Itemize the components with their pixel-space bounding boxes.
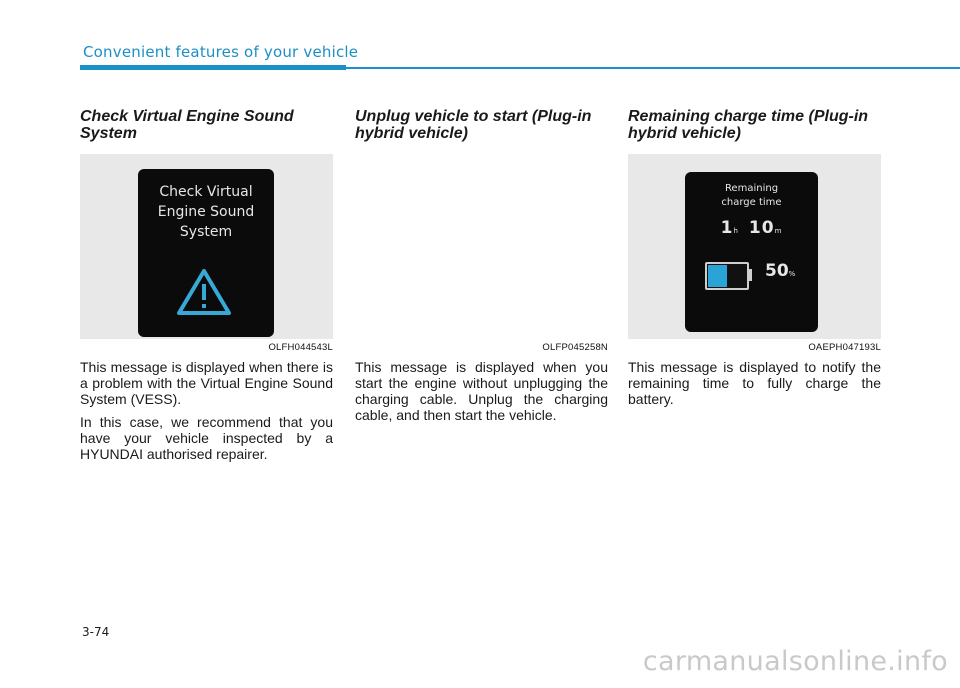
vess-figure: [80, 154, 333, 353]
cluster-screen: [685, 172, 818, 332]
percent-value: 50: [765, 261, 789, 281]
paragraph: This message is displayed when you start the engine without unplugging the charging cable. Unplug the charging cable, and then start the vehicle.: [355, 359, 608, 423]
minutes-unit: m: [774, 227, 783, 235]
header-rule-thin: [346, 67, 960, 69]
header-rule: [80, 65, 346, 70]
watermark: carmanualsonline.info: [642, 646, 948, 677]
column-title: Remaining charge time (Plug-in hybrid vehicle): [628, 108, 869, 142]
column-charge-time: [628, 108, 881, 414]
screen-line: Check Virtual: [159, 184, 253, 200]
hours-unit: h: [733, 227, 739, 235]
battery-tip: [748, 269, 752, 281]
figure-code: OAEPH047193L: [808, 342, 881, 353]
paragraph: In this case, we recommend that you have your vehicle inspected by a HYUNDAI authorised repairer.: [80, 414, 333, 462]
paragraph: This message is displayed to notify the remaining time to fully charge the battery.: [628, 359, 881, 407]
charge-label-line: charge time: [721, 197, 782, 208]
body-text: [80, 359, 333, 462]
charge-label-line: Remaining: [724, 183, 779, 194]
column-title: Check Virtual Engine Sound System: [80, 108, 294, 142]
cluster-screen: [138, 169, 274, 337]
page-number: 3-74: [82, 625, 110, 639]
figure-code: OLFP045258N: [542, 342, 608, 353]
battery-icon: [705, 262, 749, 290]
battery-fill: [708, 265, 727, 287]
charge-figure: [628, 154, 881, 353]
warning-triangle-icon: [176, 267, 232, 317]
percent-unit: %: [788, 270, 796, 278]
paragraph: This message is displayed when there is a problem with the Virtual Engine Sound System (VESS).: [80, 359, 333, 407]
screen-line: Engine Sound: [157, 204, 255, 220]
screen-line: System: [179, 224, 233, 240]
unplug-figure: [355, 154, 608, 353]
charge-time-readout: [685, 218, 818, 238]
column-unplug: [355, 108, 608, 430]
column-title: Unplug vehicle to start (Plug-in hybrid vehicle): [355, 108, 592, 142]
body-text: [355, 359, 608, 423]
figure-code: OLFH044543L: [268, 342, 333, 353]
charge-label: [685, 182, 818, 210]
battery-percent: [765, 261, 795, 281]
hours-value: 1: [720, 218, 734, 238]
body-text: [628, 359, 881, 407]
minutes-value: 10: [748, 218, 775, 238]
section-title: Convenient features of your vehicle: [83, 43, 359, 61]
column-vess: [80, 108, 333, 469]
